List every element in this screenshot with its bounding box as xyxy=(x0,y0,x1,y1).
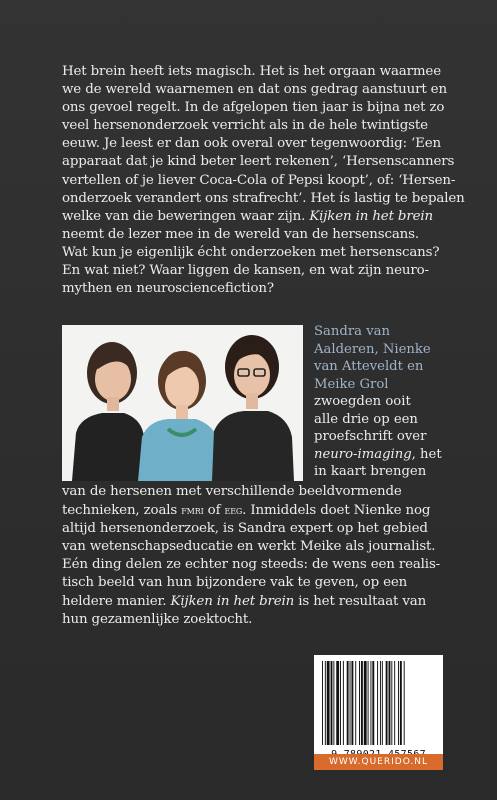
barcode-bar xyxy=(347,661,349,745)
author-name-line: Sandra van xyxy=(314,324,390,339)
barcode-bar xyxy=(389,661,391,745)
blurb-line xyxy=(62,208,447,226)
side-line: proefschrift over xyxy=(314,429,427,444)
blurb-line: ons gevoel regelt. In de afgelopen tien jaar is bijna net zo xyxy=(62,100,445,116)
blurb-line: veel hersenonderzoek verricht als in de hele twintigste xyxy=(62,118,428,134)
book-title: Kijken in het brein xyxy=(309,208,433,224)
bio-line: Eén ding delen ze echter nog steeds: de wens een realis- xyxy=(62,557,441,573)
side-line: alle drie op een xyxy=(314,411,418,427)
bio-line: tisch beeld van hun bijzondere vak te geven, op een xyxy=(62,575,408,591)
blurb-text xyxy=(62,63,465,298)
barcode-bar xyxy=(350,661,351,745)
side-line: in kaart brengen xyxy=(314,464,427,479)
fmri-abbr: fmri xyxy=(181,503,204,518)
bio-line: hun gezamenlijke zoektocht. xyxy=(62,611,253,627)
barcode-bar xyxy=(364,661,367,745)
bio-line: van wetenschapseducatie en werkt Meike als journalist. xyxy=(62,539,436,555)
author-photo xyxy=(62,325,303,481)
blurb-line: vertellen of je liever Coca-Cola of Pepsi koopt’, of: ‘Hersen- xyxy=(62,172,456,188)
barcode-bar xyxy=(398,661,399,745)
barcode-bar xyxy=(327,661,330,745)
barcode-bar xyxy=(325,661,326,745)
blurb-line: mythen en neurosciencefiction? xyxy=(62,281,274,297)
eeg-abbr: eeg xyxy=(224,503,243,518)
barcode-bar xyxy=(391,661,392,745)
barcode-bar xyxy=(372,661,374,745)
side-line xyxy=(314,446,454,464)
barcode-bars xyxy=(314,655,443,751)
barcode-bar xyxy=(368,661,369,745)
barcode-bar xyxy=(404,661,405,745)
barcode-bar xyxy=(394,661,395,745)
bio-line-text: is het resultaat van xyxy=(294,593,427,609)
blurb-line: En wat niet? Waar liggen de kansen, en wat zijn neuro- xyxy=(62,263,429,279)
bio-line xyxy=(62,501,457,520)
barcode-bar xyxy=(400,661,402,745)
barcode-bar xyxy=(331,661,333,745)
barcode-bar xyxy=(351,661,353,745)
side-line: zwoegden ooit xyxy=(314,394,411,409)
blurb-line: onderzoek verandert ons strafrecht’. Het ís lastig te bepalen xyxy=(62,190,465,206)
neuro-imaging-term: neuro-imaging xyxy=(314,446,412,462)
author-name-line: Meike Grol xyxy=(314,376,389,392)
barcode-bar xyxy=(359,661,360,745)
bio-line xyxy=(62,593,457,611)
author-bio xyxy=(62,483,457,629)
barcode-bar xyxy=(322,661,323,745)
barcode-bar xyxy=(370,661,371,745)
blurb-line: we de wereld waarnemen en dat ons gedrag aanstuurt en xyxy=(62,82,447,98)
side-line-suffix: , het xyxy=(411,446,442,462)
barcode-bar xyxy=(382,661,383,745)
barcode-bar xyxy=(336,661,339,745)
blurb-line: eeuw. Je leest er dan ook overal over tegenwoordig: ‘Een xyxy=(62,136,442,152)
barcode-bar xyxy=(361,661,363,745)
bio-line-text: . Inmiddels doet Nienke nog xyxy=(242,503,431,519)
author-names xyxy=(314,323,454,393)
barcode-bar xyxy=(343,661,344,745)
barcode-bar xyxy=(333,661,334,745)
barcode-bar xyxy=(340,661,341,745)
bio-line-text: of xyxy=(203,503,225,519)
publisher-url: WWW.QUERIDO.NL xyxy=(314,754,443,770)
blurb-line: Het brein heeft iets magisch. Het is het orgaan waarmee xyxy=(62,64,441,79)
author-side-text xyxy=(314,393,454,481)
barcode-bar xyxy=(380,661,381,745)
bio-line: van de hersenen met verschillende beeldvormende xyxy=(62,484,402,499)
barcode xyxy=(314,655,443,767)
blurb-line: Wat kun je eigenlijk écht onderzoeken met hersenscans? xyxy=(62,244,440,260)
blurb-line: neemt de lezer mee in de wereld van de hersenscans. xyxy=(62,226,419,242)
bio-line-text: technieken, zoals xyxy=(62,503,182,519)
barcode-bar xyxy=(377,661,378,745)
author-name-line: Aalderen, Nienke xyxy=(314,341,431,357)
blurb-line: apparaat dat je kind beter leert rekenen’, ‘Hersenscanners xyxy=(62,154,455,170)
barcode-bar xyxy=(355,661,356,745)
bio-line: altijd hersenonderzoek, is Sandra expert op het gebied xyxy=(62,521,428,537)
barcode-bar xyxy=(386,661,388,745)
blurb-line-text: welke van die beweringen waar zijn. xyxy=(62,208,306,224)
book-title: Kijken in het brein xyxy=(170,593,295,609)
author-name-line: van Atteveldt en xyxy=(314,359,424,374)
bio-line-text: heldere manier. xyxy=(62,593,171,609)
